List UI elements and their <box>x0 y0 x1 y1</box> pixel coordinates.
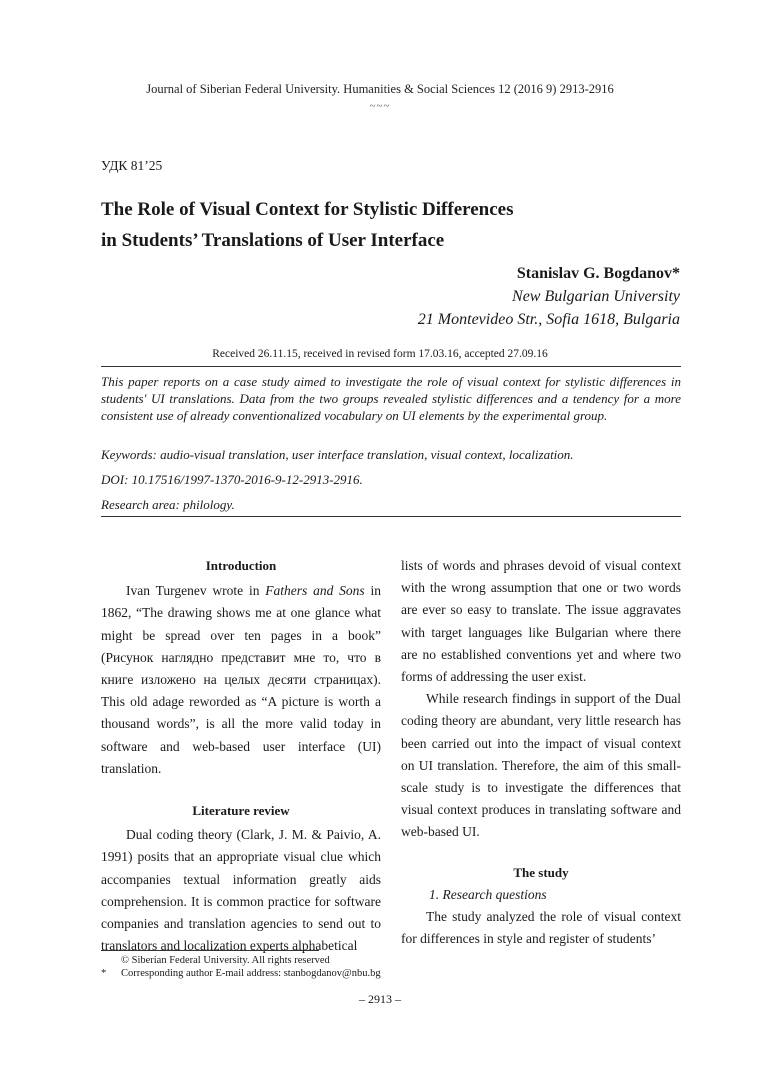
corresponding-author-email: Corresponding author E-mail address: stanbogdanov@nbu.bg <box>121 968 381 979</box>
footnote-asterisk: * <box>101 968 107 979</box>
header-ornament: ~~~ <box>369 100 391 112</box>
right-column <box>401 555 681 950</box>
left-column <box>101 555 381 957</box>
author-affiliation: New Bulgarian University <box>512 288 680 305</box>
title-line-2: in Students’ Translations of User Interface <box>101 230 445 251</box>
received-dates: Received 26.11.15, received in revised form 17.03.16, accepted 27.09.16 <box>212 348 548 360</box>
page-number: – 2913 – <box>359 992 401 1006</box>
book-title: Fathers and Sons <box>265 583 365 599</box>
right-paragraph-1: lists of words and phrases devoid of visual context with the wrong assumption that one or two words are ever so easy to translate. The issue aggravates with target languages like Bulgarian where there are no established conventions yet and where two forms of addressing the user exist. <box>401 558 681 685</box>
corresponding-author-footnote <box>101 967 381 980</box>
abstract-bottom-rule <box>101 516 681 517</box>
keywords: Keywords: audio-visual translation, user interface translation, visual context, localization. <box>101 447 574 462</box>
abstract-top-rule <box>101 366 681 367</box>
journal-header: Journal of Siberian Federal University. Humanities & Social Sciences 12 (2016 9) 2913-2916 <box>146 82 614 96</box>
author-name: Stanislav G. Bogdanov* <box>516 265 680 282</box>
section-heading-literature-review: Literature review <box>192 803 290 819</box>
subsection-research-questions: 1. Research questions <box>429 886 547 902</box>
author-block <box>418 262 680 331</box>
title-line-1: The Role of Visual Context for Stylistic Differences <box>101 199 514 220</box>
abstract: This paper reports on a case study aimed to investigate the role of visual context for stylistic differences in students' UI translations. Data from the two groups revealed stylistic differences and a tendency for a more consistent use of already conventionalized vocabulary on UI elements by the experimental group. <box>101 374 681 423</box>
intro-paragraph: Ivan Turgenev wrote in Fathers and Sons in 1862, “The drawing shows me at one glance what might be spread over ten pages in a book” (Рисунок наглядно представит мне то, что в книге изложено на целых десяти страницах). This old adage reworded as “A picture is worth a thousand words”, is all the more valid today in software and web-based user interface (UI) translation. <box>101 583 381 776</box>
article-title <box>101 194 661 256</box>
right-paragraph-2: While research findings in support of the Dual coding theory are abundant, very little research has been carried out into the impact of visual context on UI translation. Therefore, the aim of this small-scale study is to investigate the differences that visual context produces in translating software and web-based UI. <box>401 691 681 840</box>
research-area: Research area: philology. <box>101 497 235 512</box>
copyright-footnote: © Siberian Federal University. All rights reserved <box>121 955 330 966</box>
author-address: 21 Montevideo Str., Sofia 1618, Bulgaria <box>417 311 680 328</box>
section-heading-introduction: Introduction <box>205 558 277 573</box>
study-paragraph: The study analyzed the role of visual context for differences in style and register of students’ <box>401 909 681 947</box>
footnote-rule <box>101 950 319 951</box>
udk-code: УДК 81’25 <box>101 158 163 173</box>
section-heading-the-study: The study <box>513 864 569 880</box>
literature-paragraph: Dual coding theory (Clark, J. M. & Paivio, A. 1991) posits that an appropriate visual clue which accompanies textual information greatly aids comprehension. It is common practice for software companies and translation agencies to send out to translators and localization experts alphabetical <box>101 827 381 954</box>
doi: DOI: 10.17516/1997-1370-2016-9-12-2913-2916. <box>101 472 363 487</box>
